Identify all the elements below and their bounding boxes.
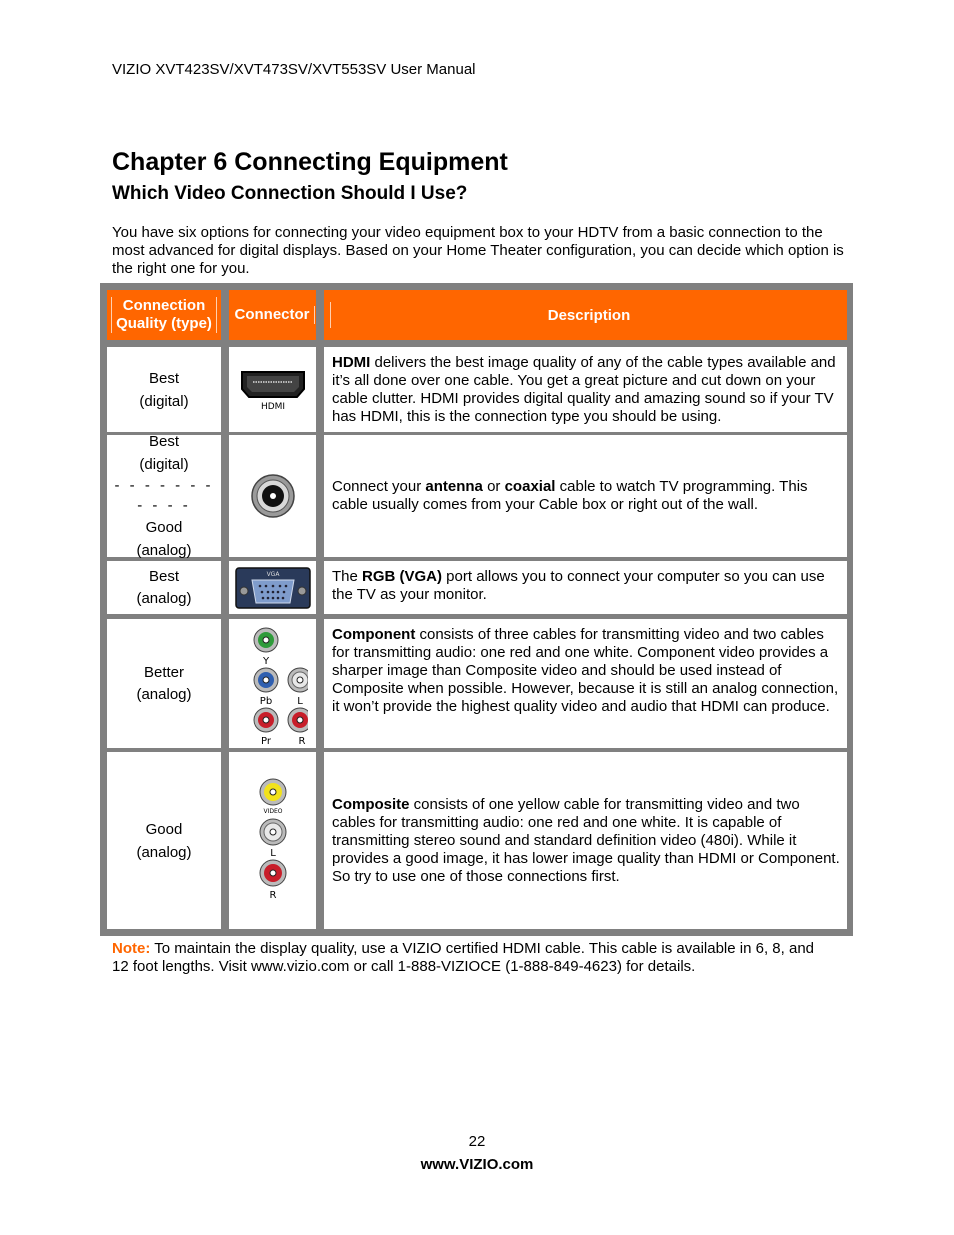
quality-type: (digital) <box>139 392 189 410</box>
desc-bold: Component <box>332 626 416 643</box>
row-composite-connector <box>229 752 316 929</box>
row-component-description <box>324 619 847 748</box>
label-r: R <box>269 889 276 901</box>
row-coax-description <box>324 435 847 557</box>
desc-bold: antenna <box>425 478 483 495</box>
desc-text: port allows you to connect your computer so you can use the TV as your monitor. <box>332 568 825 603</box>
quality-type: (digital) <box>139 456 189 473</box>
note-text: To maintain the display quality, use a VIZIO certified HDMI cable. This cable is available in 6, 8, and 12 foot lengths. Visit www.vizio.com or call 1-888-VIZIOCE (1-888-849-4623) for details. <box>112 940 814 975</box>
vga-port-icon <box>235 567 311 609</box>
vga-label: VGA <box>266 570 279 578</box>
quality-separator: - - - - - - - - - - - <box>114 477 214 514</box>
desc-text: delivers the best image quality of any of the cable types available and it’s all done over one cable. You get a great picture and cut down on your cable clutter. HDMI provides digital quality and amazing sound so if your TV has HDMI, this is the connection type you should be using. <box>332 354 836 425</box>
section-title: Which Video Connection Should I Use? <box>112 183 468 204</box>
header-connector-label: Connector <box>231 306 315 324</box>
page-header: VIZIO XVT423SV/XVT473SV/XVT553SV User Manual <box>112 61 476 78</box>
row-vga-quality <box>107 561 221 614</box>
component-ports-icon <box>238 622 308 746</box>
composite-ports-icon <box>253 776 293 906</box>
header-connector <box>229 290 316 340</box>
header-quality-line2: Quality (type) <box>116 315 212 332</box>
intro-paragraph: You have six options for connecting your video equipment box to your HDTV from a basic connection to the most advanced for digital displays. Based on your Home Theater configuration, you can decide which option is the right one for you. <box>112 224 844 277</box>
desc-bold: coaxial <box>504 478 556 495</box>
desc-text: consists of one yellow cable for transmitting video and two cables for transmitting audio: one red and one white. It is capable of transmitting stereo sound and standard definition video (480i). While it provides a good image, it has lower image quality than HDMI or Component. So try to use one of those connections first. <box>332 795 840 885</box>
quality-text: Best <box>148 567 179 585</box>
label-r: R <box>298 735 305 746</box>
hdmi-label: HDMI <box>260 401 285 411</box>
label-y: Y <box>262 655 269 667</box>
row-hdmi-quality <box>107 347 221 432</box>
header-quality <box>107 290 221 340</box>
quality-text: Good <box>145 519 183 536</box>
coaxial-port-icon <box>250 473 296 519</box>
connection-table <box>100 283 853 936</box>
quality-text: Good <box>145 820 183 838</box>
header-quality-line1: Connection <box>122 297 206 314</box>
row-coax-quality <box>107 435 221 557</box>
note-label: Note: <box>112 940 151 957</box>
label-l: L <box>296 695 303 707</box>
page-number: 22 <box>468 1133 486 1150</box>
footer-website: www.VIZIO.com <box>420 1156 534 1173</box>
quality-type: (analog) <box>136 589 192 607</box>
row-hdmi-description <box>324 347 847 432</box>
desc-text: or <box>482 478 505 495</box>
note-paragraph <box>112 940 832 976</box>
desc-text: cable to watch TV programming. This cable usually comes from your Cable box or right out of the wall. <box>332 478 808 513</box>
desc-text: The <box>332 568 363 585</box>
row-vga-connector <box>229 561 316 614</box>
hdmi-port-icon <box>239 369 307 411</box>
quality-type: (analog) <box>136 685 192 703</box>
quality-type: (analog) <box>136 843 192 861</box>
header-description-label: Description <box>547 306 631 324</box>
quality-type: (analog) <box>136 542 192 559</box>
quality-text: Better <box>143 663 185 681</box>
desc-bold: HDMI <box>332 354 371 371</box>
row-composite-quality <box>107 752 221 929</box>
desc-text: consists of three cables for transmitting video and two cables for transmitting audio: one red and one white. Component video provides a sharper image than Composite video and should be used instead of Composite when possible. However, because it is still an analog connection, it won’t provide the highest quality video and audio that HDMI can produce. <box>332 626 839 715</box>
desc-bold: Composite <box>332 795 410 813</box>
label-pb: Pb <box>259 695 272 707</box>
label-video: VIDEO <box>262 807 283 815</box>
desc-text: Connect your <box>332 478 426 495</box>
row-hdmi-connector <box>229 347 316 432</box>
row-vga-description <box>324 561 847 614</box>
header-description <box>324 290 847 340</box>
chapter-title: Chapter 6 Connecting Equipment <box>112 148 508 176</box>
desc-bold: RGB (VGA) <box>362 568 443 585</box>
row-composite-description <box>324 752 847 929</box>
row-coax-connector <box>229 435 316 557</box>
row-component-connector <box>229 619 316 748</box>
quality-text: Best <box>148 369 179 387</box>
row-component-quality <box>107 619 221 748</box>
label-pr: Pr <box>260 735 271 746</box>
quality-text: Best <box>148 433 179 450</box>
label-l: L <box>269 847 276 859</box>
